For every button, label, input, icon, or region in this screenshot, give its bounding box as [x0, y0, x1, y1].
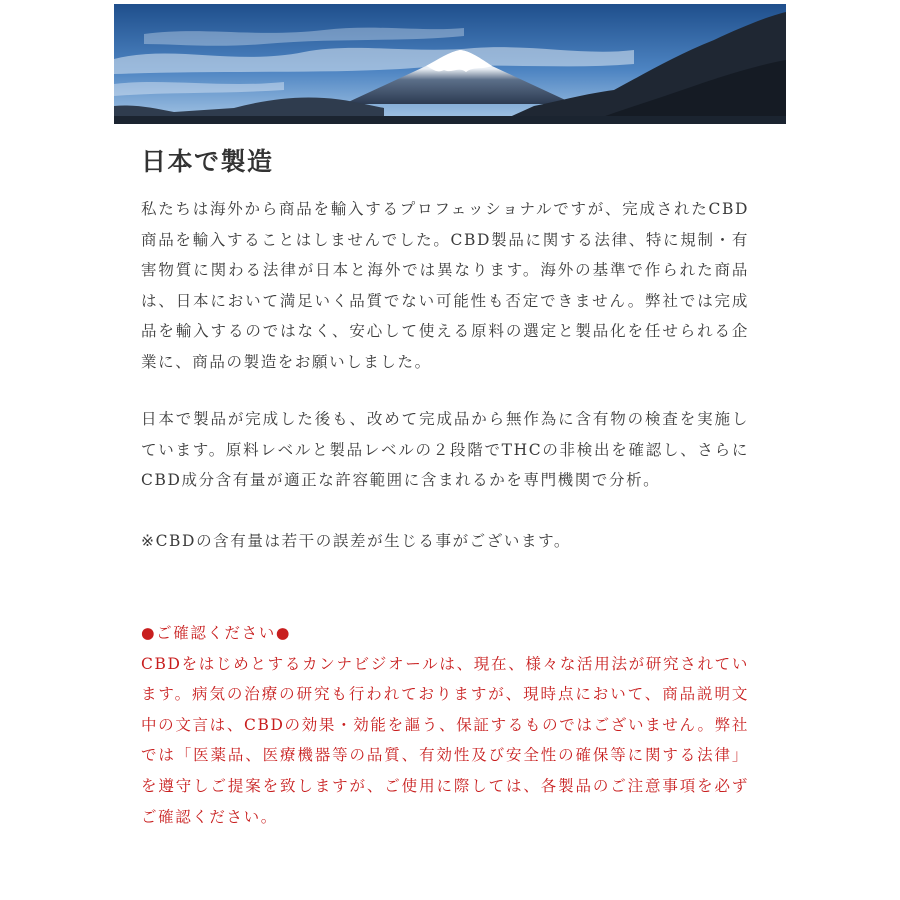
- intro-paragraph: 私たちは海外から商品を輸入するプロフェッショナルですが、完成されたCBD商品を輸入することはしませんでした。CBD製品に関する法律、特に規制・有害物質に関わる法律が日本と海外では異なります。海外の基準で作られた商品は、日本において満足いく品質でない可能性も否定できません。弊社では完成品を輸入するのではなく、安心して使える原料の選定と製品化を任せられる企業に、商品の製造をお願いしました。: [141, 200, 749, 371]
- notice-body: CBDをはじめとするカンナビジオールは、現在、様々な活用法が研究されています。病気の治療の研究も行われておりますが、現時点において、商品説明文中の文言は、CBDの効果・効能を謳う、保証するものではございません。弊社では「医薬品、医療機器等の品質、有効性及び安全性の確保等に関する法律」を遵守しご提案を致しますが、ご使用に際しては、各製品のご注意事項を必ずご確認ください。: [141, 654, 749, 826]
- notice-title: ●ご確認ください●: [141, 624, 291, 642]
- inspection-paragraph: 日本で製品が完成した後も、改めて完成品から無作為に含有物の検査を実施しています。原料レベルと製品レベルの２段階でTHCの非検出を確認し、さらにCBD成分含有量が適正な許容範囲に含まれるかを専門機関で分析。: [141, 410, 749, 490]
- mount-fuji-photo: [114, 4, 786, 124]
- section-title: 日本で製造: [141, 147, 274, 176]
- cbd-content-note: ※CBDの含有量は若干の誤差が生じる事がございます。: [141, 532, 572, 550]
- main-content: [141, 140, 749, 826]
- notice-block: [141, 618, 749, 832]
- hero-image: [114, 4, 786, 124]
